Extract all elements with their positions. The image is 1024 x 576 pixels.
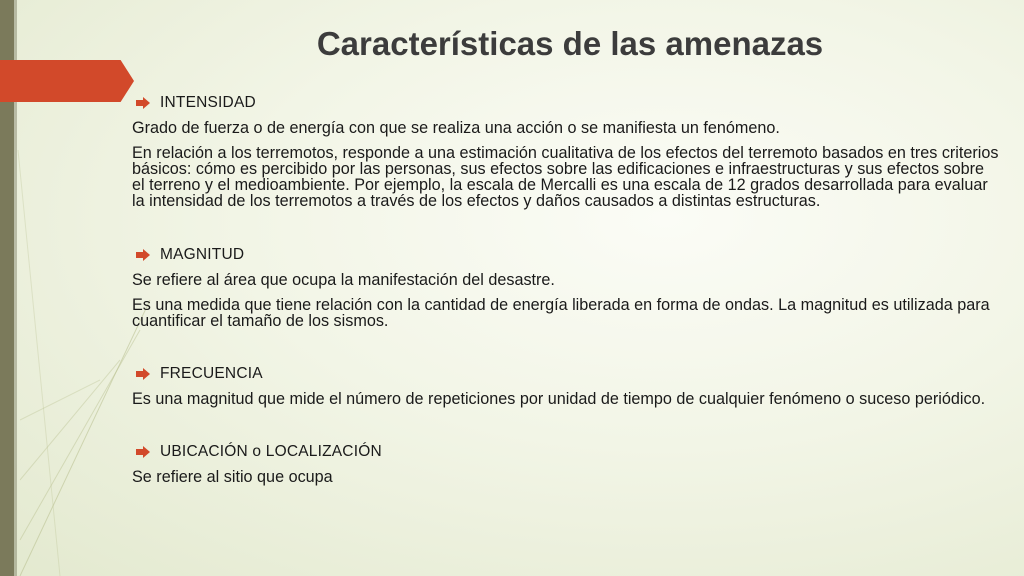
section-paragraph: Grado de fuerza o de energía con que se realiza una acción o se manifiesta un fenómeno. [132,119,780,137]
arrow-bullet-icon [136,248,150,262]
section-heading-label: MAGNITUD [160,246,245,263]
slide-title: Características de las amenazas [316,25,824,62]
slide-content [132,92,1000,485]
section-paragraph: Se refiere al sitio que ocupa [132,468,333,486]
arrow-bullet-icon [136,445,150,459]
arrow-bullet-icon [136,367,150,381]
accent-flag [0,60,134,102]
section-heading-label: INTENSIDAD [160,94,256,111]
section-heading-intensidad [132,92,1000,114]
section-paragraph: Se refiere al área que ocupa la manifestación del desastre. [132,271,555,289]
section-heading-ubicacion [132,441,1000,463]
section-paragraph: Es una magnitud que mide el número de repeticiones por unidad de tiempo de cualquier fenómeno o suceso periódico. [132,390,986,408]
arrow-bullet-icon [136,96,150,110]
section-heading-label: UBICACIÓN o LOCALIZACIÓN [160,443,382,460]
section-paragraph: Es una medida que tiene relación con la cantidad de energía liberada en forma de ondas. La magnitud es utilizada para cuantificar el tamaño de los sismos. [132,296,990,330]
section-paragraph: En relación a los terremotos, responde a una estimación cualitativa de los efectos del terremoto basados en tres criterios básicos: cómo es percibido por las personas, sus efectos sobre las edificaciones e infraestructuras y sus efectos sobre el terreno y el medioambiente. Por ejemplo, la escala de Mercalli es una escala de 12 grados desarrollada para evaluar la intensidad de los terremotos a través de los efectos y daños causados a distintas estructuras. [132,144,999,210]
section-heading-label: FRECUENCIA [160,365,263,382]
section-heading-frecuencia [132,363,1000,385]
section-heading-magnitud [132,244,1000,266]
